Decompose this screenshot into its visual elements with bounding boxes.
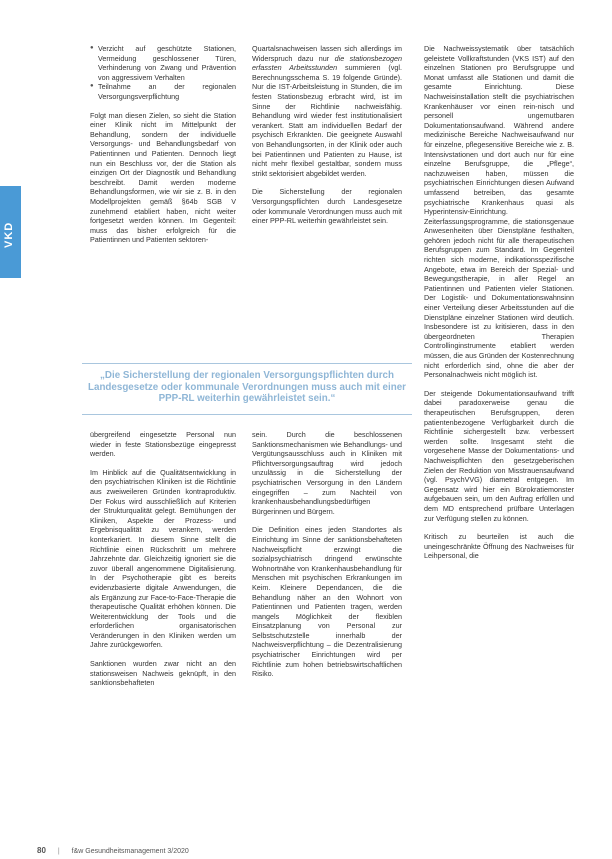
paragraph-text: Quartalsnachweisen lassen sich allerdings im Widerspruch dazu nur <box>252 44 402 63</box>
journal-name: f&w Gesundheitsmanagement 3/2020 <box>71 848 189 855</box>
paragraph <box>252 44 402 178</box>
paragraph-text: summieren (vgl. Berechnungsschema S. 19 folgende Gründe). Nur die IST-Arbeitsleistung in Stunden, die im festen Stationsbezug erbracht wird, ist im Sinne der Richtlinie nachweisfähig. Behandlung wird wieder fest institutionalisiert verankert. Statt am individuellen Bedarf der psychisch Erkrankten. Die geeignete Auswahl von Behandlungsorten, in der Klinik oder auch bei Patientinnen und Patienten zu Hause, ist nicht mehr flexibel gestaltbar, sondern muss strikt sektorisiert abgebildet werden. <box>252 63 402 178</box>
quote-rule-top <box>82 363 412 364</box>
page-footer <box>37 846 189 855</box>
footer-separator: | <box>57 848 60 855</box>
bullet-item: ● Verzicht auf geschützte Stationen, Vermeidung geschlossener Türen, Verhinderung von Zwang und Prävention von aggressivem Verhalten <box>90 44 236 82</box>
section-tab-vkd <box>0 186 21 278</box>
paragraph: Der steigende Dokumentationsaufwand trifft dabei paradoxerweise genau die therapeutischen Berufsgruppen, deren patientenbezogene Verfügbarkeit durch die Richtlinie sichergestellt bzw. verbessert werden sollte. Insgesamt steht die vorgesehene Masse der Dokumentations- und Nachweispflichten den gesetzgeberischen Zielen der Reduktion von Misstrauensaufwand (vgl. PsychVVG) diametral entgegen. Im Gegensatz wird hier ein Bürokratiemonster aufgebauen sein, um den Auftrag erfüllen und dem MD entsprechend prüfbare Unterlagen zur Verfügung stellen zu können. <box>424 388 574 523</box>
emphasized-text: die stationsbezogen erfassten Arbeitsstunden <box>252 53 402 73</box>
section-tab-label: VKD <box>3 221 15 248</box>
paragraph: Im Hinblick auf die Qualitätsentwicklung in den psychiatrischen Kliniken ist die Richtlinie aus zweiweileren Gründen kontraproduktiv. Der Fokus wird ausschließlich auf Kriterien der Strukturqualität gelegt. Bemühungen der Kliniken, Aspekte der Prozess- und Ergebnisqualität zu verankern, werden konterkariert. In diesem Sinne stellt die Richtlinie einen Rückschritt um mehrere Jahrzehnte dar. Gleichzeitig ignoriert sie die zuvor überall angenommene Digitalisierung. In der Psychotherapie gibt es bereits evidenzbasierte digitale Anwendungen, die als Ergänzung zur Face-to-Face-Therapie die therapeutische Qualität erhöhen können. Die Weiterentwicklung der Tools und die erforderlichen organisatorischen Veränderungen in den Kliniken werden um Jahre zurückgeworfen. <box>90 467 236 650</box>
paragraph: übergreifend eingesetzte Personal nun wieder in feste Stationsbezüge eingepresst werden. <box>90 430 236 459</box>
column-2-top <box>252 44 402 235</box>
paragraph: Die Definition eines jeden Standortes als Einrichtung im Sinne der sanktionsbehafteten Nachweispflicht erzwingt die sozialpsychiatrisch dringend erwünschte Wohnortnähe von Krankenhausbehandlung für Menschen mit psychischen Erkrankungen im Keim. Kleinere Dependancen, die die Behandlung näher an den Wohnort von Patientinnen und Patienten tragen, werden mangels Möglichkeit der flexiblen Einsatzplanung von Personal zur Selbstschutzstelle innerhalb der Nachweisverpflichtung – die Dezentralisierung psychiatrischer Einrichtungen wird per Richtlinie zum hohen betriebswirtschaftlichen Risiko. <box>252 525 402 679</box>
bullet-item: ● Teilnahme an der regionalen Versorgungsverpflichtung <box>90 82 236 101</box>
paragraph: sein. Durch die beschlossenen Sanktionsmechanismen wie Behandlungs- und Vergütungsausschluss auch in Kliniken mit Pflichtversorgungsauftrag wird jedoch unzulässig in die Sicherstellung der psychiatrischen Versorgung in den Ländern eingegriffen – zum Nachteil von krankenhausbehandlungsbedürftigen Bürgerinnen und Bürgern. <box>252 430 402 516</box>
bullet-list <box>90 44 236 102</box>
paragraph: Folgt man diesen Zielen, so sieht die Station einer Klinik nicht im Mittelpunkt der Behandlung, sondern der individuelle Versorgungs- und Behandlungsbedarf von Patientinnen und Patienten. Dennoch liegt nun ein Beschluss vor, der die Station als einzigen Ort der Diagnostik und Behandlung beschreibt. Damit werden moderne Behandlungsformen, wie wir sie z. B. in den Modellprojekten gemäß §64b SGB V zunehmend etabliert haben, nicht weiter fortgesetzt werden können. Im Gegenteil: muss das bisher erfolgreich für die Patientinnen und Patienten sektoren- <box>90 110 236 245</box>
paragraph: Sanktionen wurden zwar nicht an den stationsweisen Nachweis geknüpft, in den sanktionsbehafteten <box>90 659 236 688</box>
column-2-bottom <box>252 430 402 688</box>
column-1-bottom <box>90 430 236 697</box>
quote-rule-bottom <box>82 414 412 415</box>
column-3 <box>424 44 574 570</box>
paragraph: Die Sicherstellung der regionalen Versorgungspflichten durch Landesgesetze oder kommunale Verordnungen muss auch mit einer PPP-RL weiterhin gewährleistet sein. <box>252 187 402 226</box>
pull-quote: „Die Sicherstellung der regionalen Versorgungspflichten durch Landesgesetze oder kommunale Verordnungen muss auch mit einer PPP-RL weiterhin gewährleistet sein.“ <box>88 370 406 405</box>
page-number: 80 <box>37 846 46 855</box>
paragraph: Kritisch zu beurteilen ist auch die uneingeschränkte Öffnung des Nachweises für Leihpersonal, die <box>424 532 574 561</box>
column-1-top <box>90 44 236 254</box>
paragraph: Die Nachweissystematik über tatsächlich geleistete Vollkraftstunden (VKS IST) auf den einzelnen Stationen pro Berufsgruppe und Monat umfasst alle Stationen und damit die gesamte Einrichtung. Diese Nachweisinstallation stellt die psychiatrischen Krankenhäuser vor einen rein-nisch und personell ungemutbaren Dokumentationsaufwand. Während andere medizinische Bereiche Nachweisaufwand nur für einzelne, pflegesensitive Bereiche wie z. B. Intensivstationen und dort auch nur für eine einzelne Berufsgruppe, die „Pflege“, nachzuweisen haben, müssen die psychiatrischen Einrichtungen diesen Aufwand umfassend betreiben, das gesamte psychiatrische Krankenhaus quasi als Hyperintensiv-Einrichtung. Zeiterfassungsprogramme, die stationsgenaue Anwesenheiten über Dienstpläne festhalten, gehören jedoch nicht für alle therapeutischen Berufsgruppen zum Standard. Im Gegenteil richten sich moderne, indikationsspezifische Angebote, etwa im Bereich der Spezial- und Bewegungstherapie, in aller Regel an Patientinnen und Patienten vieler Stationen. Der Logistik- und Dokumentationswahnsinn einer Verteilung dieser Arbeitsstunden auf die Dienstpläne einzelner Stationen wird deutlich. Insbesondere ist zu kritisieren, dass in den übergeordneten Therapien Controllinginstrumente etabliert werden müssen, die aus Gründen der Kostenrechnung nicht erforderlich sind, ohne die aber der Personalnachweis nicht möglich ist. <box>424 44 574 380</box>
